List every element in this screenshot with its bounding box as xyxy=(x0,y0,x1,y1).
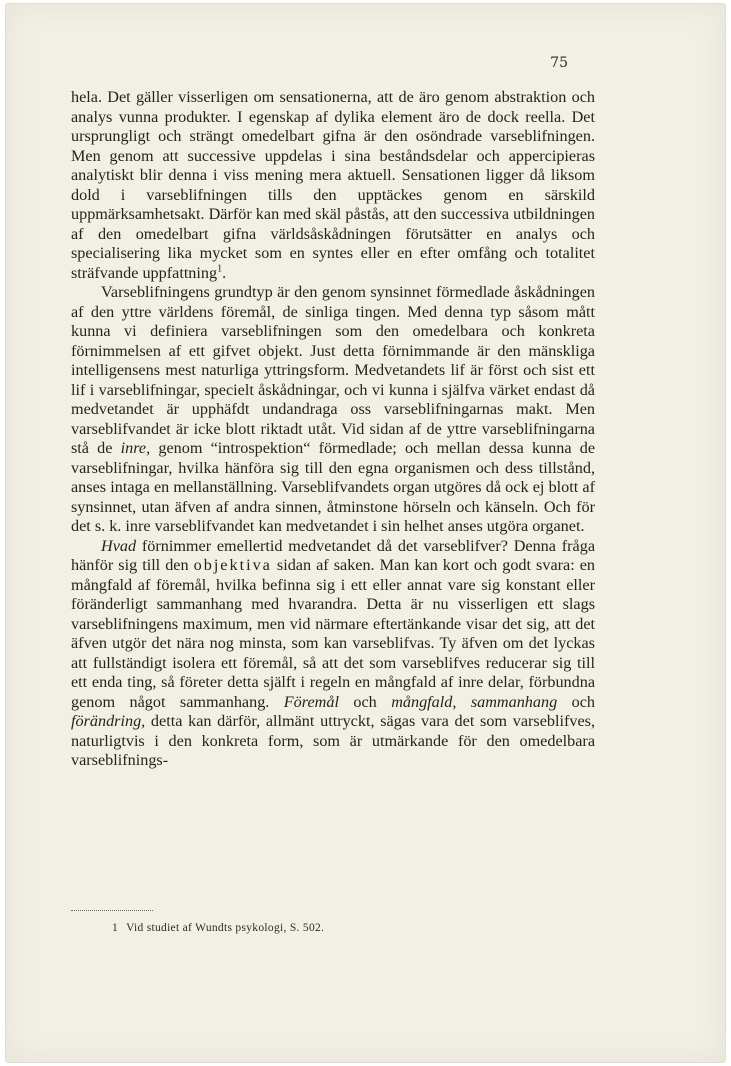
paragraph-2-text-a: Varseblifningens grundtyp är den genom synsinnet förmedlade åskådningen af den yttre världens föremål, de sinliga tingen. Med denna typ såsom mått kunna vi definiera varseblifningen som den omedelbara och konkreta förnimmelsen af ett gifvet objekt. Just detta förnimmande är den mänskliga intelligensens mest naturliga yttringsform. Medvetandets lif är först och sist ett lif i varseblifningar, specielt åskådningar, och vi kunna i själfva värket endast då medvetandet är upphäfdt undandraga oss varseblifningarnas makt. Men varseblifvandet är icke blott riktadt utåt. Vid sidan af de yttre varseblifningarna stå de xyxy=(71,283,595,457)
footnote-mark: 1 xyxy=(112,922,119,934)
page-number: 75 xyxy=(550,55,568,71)
paragraph-3 xyxy=(71,537,595,771)
paragraph-3-text-b: sidan af saken. Man kan kort och godt svara: en mångfald af föremål, hvilka befinna sig i ett eller annat vare sig konstant eller föränderligt sammanhang med hvarandra. Detta är nu visserligen ett slags varseblifningens maximum, men vid närmare eftertänkande visar det sig, att det äfven utgör det nära nog minsta, som kan varseblifvas. Ty äfven om det lyckas att fullständigt isolera ett föremål, så att det som varseblifves reducerar sig till ett enda ting, så företer detta själft i regeln en mångfald af inre delar, förbundna genom något sammanhang. xyxy=(71,556,596,711)
book-page xyxy=(6,4,725,1062)
emphasis-foremal: Föremål xyxy=(283,692,339,711)
footnote-reference[interactable]: 1 xyxy=(217,263,223,275)
footnote-text: Vid studiet af Wundts psykologi, S. 502. xyxy=(126,922,325,934)
emphasis-forandring: förändring, xyxy=(71,712,146,730)
spaced-objektiva: objektiva xyxy=(193,556,272,574)
emphasis-hvad: Hvad xyxy=(101,536,137,555)
body-text xyxy=(71,88,595,771)
paragraph-3-text-d: och xyxy=(557,692,595,711)
paragraph-3-text-e: detta kan därför, allmänt uttryckt, sägas vara det som varseblifves, naturligtvis i den konkreta form, som är utmärkande för den omedelbara varseblifnings- xyxy=(71,712,595,769)
paragraph-1-end: . xyxy=(222,263,227,282)
paragraph-1 xyxy=(71,88,595,283)
paragraph-1-text: hela. Det gäller visserligen om sensationerna, att de äro genom abstraktion och analys vunna produkter. I egenskap af dylika element äro de dock reella. Det ursprungligt och strängt omedelbart gifna är den osöndrade varseblifningen. Men genom att successive uppdelas i sina beståndsdelar och appercipieras analytiskt blir denna i viss mening mera aktuell. Sensationen ligger då liksom dold i varseblifningen tills den upptäckes genom en särskild uppmärksamhetsakt. Därför kan med skäl påstås, att den successiva utbildningen af den omedelbart gifna världsåskådningen förutsätter en analys och specialisering lika mycket som en syntes eller en efter omfång och totalitet sträfvande uppfattning xyxy=(71,88,595,282)
paragraph-2-text-b: genom “introspektion“ förmedlade; och mellan dessa kunna de varseblifningar, hvilka hänföra sig till den egna organismen och dess tillstånd, anses intaga en mellanställning. Varseblifvandets organ utgöres då ock ej blott af synsinnet, utan äfven af andra sinnen, åtminstone hörseln och känseln. Och för det s. k. inre varseblifvandet kan medvetandet i sin helhet anses utgöra organet. xyxy=(71,439,596,535)
paragraph-3-text-c: och xyxy=(338,692,392,711)
emphasis-inre: inre, xyxy=(120,439,151,457)
paragraph-2 xyxy=(71,283,595,537)
paragraph-3-text-a: förnimmer emellertid medvetandet då det varseblifver? Denna fråga hänför sig till den xyxy=(71,536,595,574)
emphasis-mangfald: mångfald, sammanhang xyxy=(391,692,558,711)
footnote-divider xyxy=(71,910,153,911)
footnote xyxy=(112,922,324,934)
